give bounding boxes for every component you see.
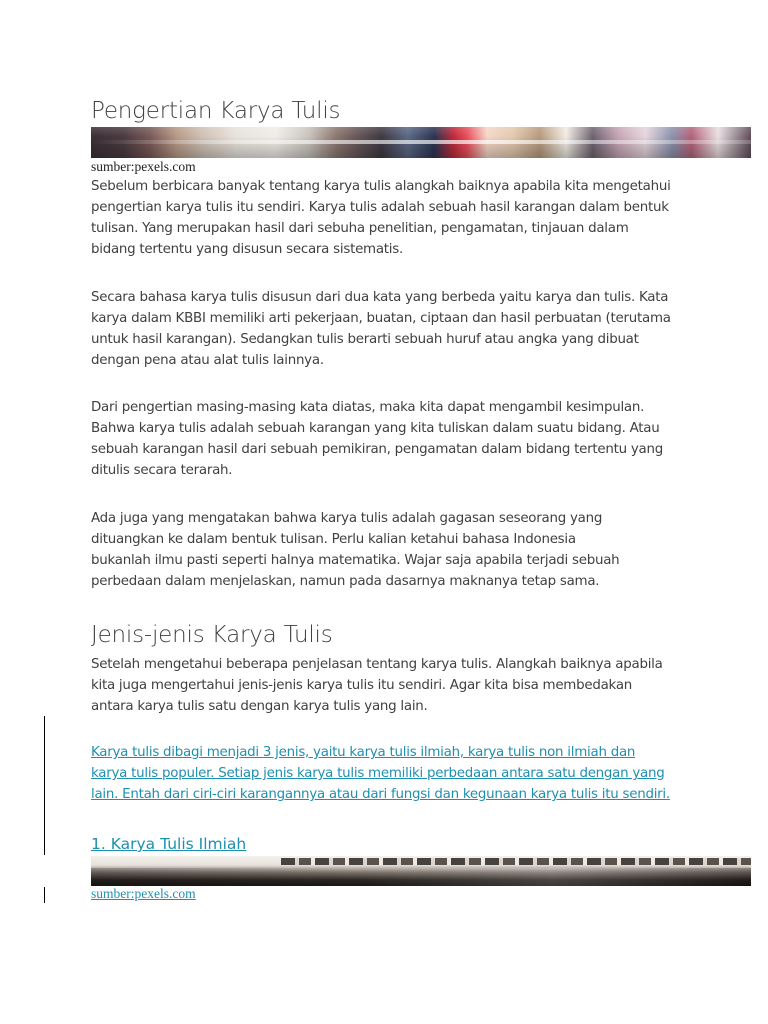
paragraph-line: pengertian karya tulis itu sendiri. Karya tulis adalah sebuah hasil karangan dalam bentuk xyxy=(91,200,669,215)
paragraph-line: Bahwa karya tulis adalah sebuah karangan yang kita tuliskan dalam suatu bidang. Atau xyxy=(91,421,660,436)
image-source-caption: sumber:pexels.com xyxy=(91,159,196,174)
paragraph-line: tulisan. Yang merupakan hasil dari sebuha penelitian, pengamatan, tinjauan dalam xyxy=(91,221,629,236)
image-detail xyxy=(91,868,751,886)
heading-jenis-jenis-karya-tulis: Jenis-jenis Karya Tulis xyxy=(91,622,333,648)
paragraph-types-intro xyxy=(91,654,691,717)
paragraph-line: dituangkan ke dalam bentuk tulisan. Perlu kalian ketahui bahasa Indonesia xyxy=(91,532,576,547)
paragraph-line: Dari pengertian masing-masing kata diatas, maka kita dapat mengambil kesimpulan. xyxy=(91,400,645,415)
header-image-books xyxy=(91,127,751,158)
paragraph-definition xyxy=(91,176,691,260)
paragraph-conclusion xyxy=(91,397,691,481)
image-source-caption-link[interactable]: sumber:pexels.com xyxy=(91,886,196,901)
revision-bar xyxy=(44,887,45,903)
paragraph-line: Setelah mengetahui beberapa penjelasan tentang karya tulis. Alangkah baiknya apabila xyxy=(91,657,663,672)
link-line[interactable]: karya tulis populer. Setiap jenis karya tulis memiliki perbedaan antara satu dengan yang xyxy=(91,766,665,781)
paragraph-line: kita juga mengertahui jenis-jenis karya tulis itu sendiri. Agar kita bisa membedakan xyxy=(91,678,633,693)
paragraph-line: karya dalam KBBI memiliki arti pekerjaan, buatan, ciptaan dan hasil perbuatan (terutama xyxy=(91,311,671,326)
paragraph-line: Ada juga yang mengatakan bahwa karya tulis adalah gagasan seseorang yang xyxy=(91,511,603,526)
image-detail xyxy=(281,858,751,865)
header-image-open-book xyxy=(91,856,751,886)
paragraph-alternative-view xyxy=(91,508,691,592)
paragraph-line: bukanlah ilmu pasti seperti halnya matematika. Wajar saja apabila terjadi sebuah xyxy=(91,553,620,568)
paragraph-line: untuk hasil karangan). Sedangkan tulis berarti sebuah huruf atau angka yang dibuat xyxy=(91,332,639,347)
paragraph-line: bidang tertentu yang disusun secara sistematis. xyxy=(91,242,404,257)
paragraph-line: ditulis secara terarah. xyxy=(91,463,233,478)
paragraph-line: antara karya tulis satu dengan karya tulis yang lain. xyxy=(91,699,428,714)
paragraph-line: dengan pena atau alat tulis lainnya. xyxy=(91,353,324,368)
revision-bar xyxy=(44,716,45,855)
paragraph-line: Sebelum berbicara banyak tentang karya tulis alangkah baiknya apabila kita mengetahui xyxy=(91,179,671,194)
paragraph-etymology xyxy=(91,287,691,371)
link-line[interactable]: Karya tulis dibagi menjadi 3 jenis, yaitu karya tulis ilmiah, karya tulis non ilmiah dan xyxy=(91,745,636,760)
link-line[interactable]: lain. Entah dari ciri-ciri karangannya atau dari fungsi dan kegunaan karya tulis itu sendiri. xyxy=(91,787,670,802)
link-paragraph-three-types[interactable] xyxy=(91,742,691,805)
heading-pengertian-karya-tulis: Pengertian Karya Tulis xyxy=(91,98,341,124)
link-karya-tulis-ilmiah[interactable]: 1. Karya Tulis Ilmiah xyxy=(91,835,247,853)
paragraph-line: Secara bahasa karya tulis disusun dari dua kata yang berbeda yaitu karya dan tulis. Kata xyxy=(91,290,669,305)
paragraph-line: sebuah karangan hasil dari sebuah pemikiran, pengamatan dalam bidang tertentu yang xyxy=(91,442,663,457)
paragraph-line: perbedaan dalam menjelaskan, namun pada dasarnya maknanya tetap sama. xyxy=(91,574,600,589)
